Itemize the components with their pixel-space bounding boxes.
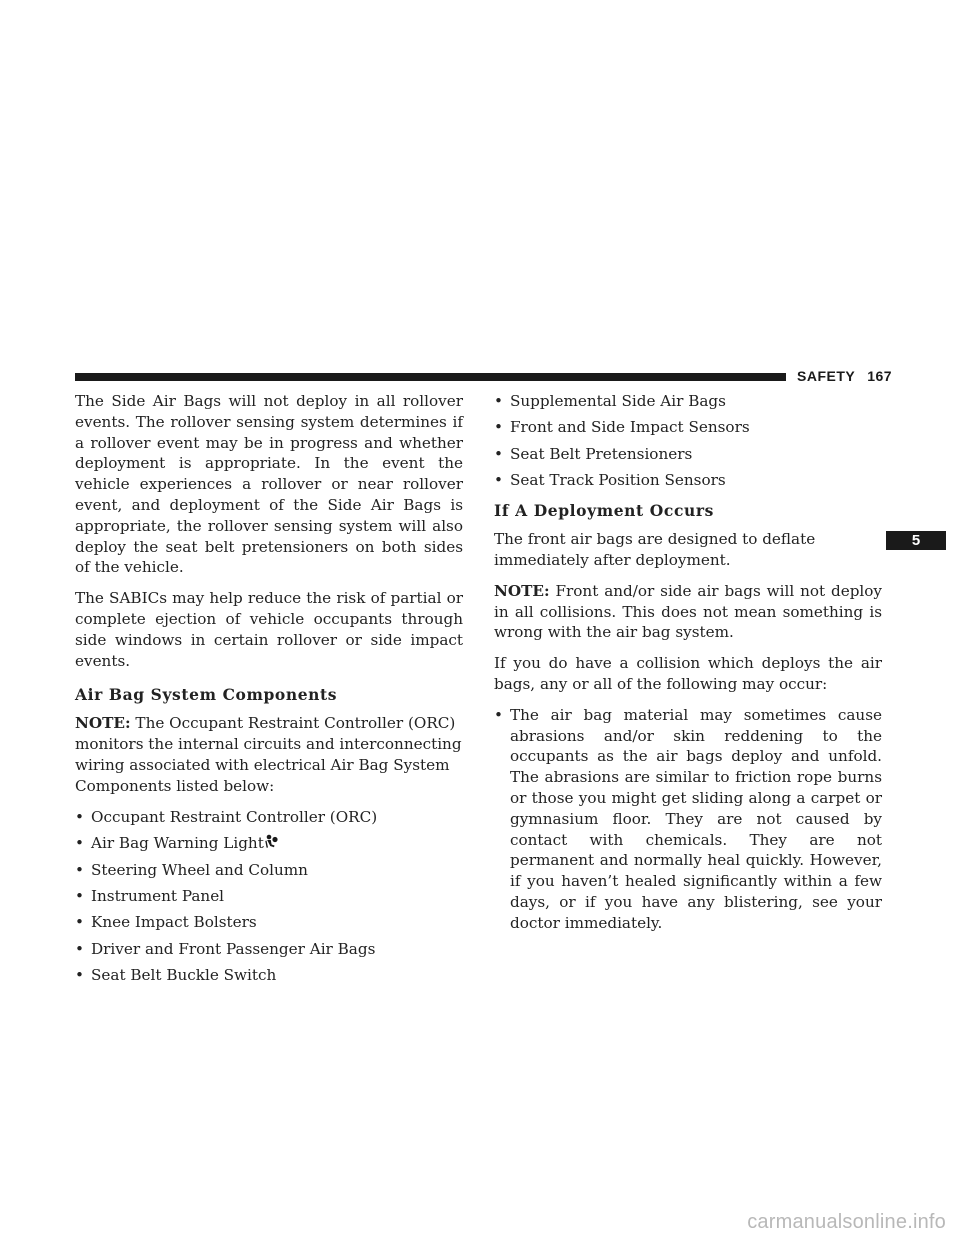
paragraph: If you do have a collision which deploys the air bags, any or all of the following may occur: <box>494 654 882 694</box>
list-item: • The air bag material may sometimes cause abrasions and/or skin reddening to the occupants as the air bags deploy and unfold. The abrasions are similar to friction rope burns or those you might get sliding along a carpet or gymnasium floor. They are not caused by contact with chemicals. They are not permanent and normally heal quickly. However, if you haven’t healed significantly within a few days, or if you have any blistering, see your doctor immediately. <box>494 705 882 932</box>
paragraph: The Side Air Bags will not deploy in all rollover events. The rollover sensing system determines if a rollover event may be in progress and whether deployment is appropriate. In the event the vehicle experiences a rollover or near rollover event, and deployment of the Side Air Bags is appropriate, the rollover sensing system will also deploy the seat belt pretensioners on both sides of the vehicle. <box>75 392 463 577</box>
bullet: • <box>494 392 503 410</box>
page-number: 167 <box>867 368 893 384</box>
components-list <box>75 807 463 987</box>
list-item: • Seat Track Position Sensors <box>494 471 726 490</box>
bullet: • <box>75 807 84 826</box>
bullet: • <box>494 444 503 463</box>
bullet: • <box>75 939 84 958</box>
list-item: • Front and Side Impact Sensors <box>494 418 750 437</box>
bullet: • <box>494 471 503 490</box>
note-paragraph <box>75 713 463 796</box>
watermark: carmanualsonline.info <box>747 1211 946 1233</box>
note-text: Front and/or side air bags will not deploy in all collisions. This does not mean something is wrong with the air bag system. <box>494 581 882 642</box>
note-paragraph <box>494 581 882 643</box>
bullet: • <box>75 834 84 853</box>
list-item: • Air Bag Warning Light <box>75 833 463 854</box>
list-item: • Supplemental Side Air Bags <box>494 392 726 410</box>
left-column <box>75 391 463 996</box>
bullet: • <box>75 860 84 879</box>
bullet: • <box>494 418 503 437</box>
bullet: • <box>494 705 503 724</box>
list-item: • Steering Wheel and Column <box>75 860 308 879</box>
list-item: • Knee Impact Bolsters <box>75 913 257 932</box>
paragraph: The SABICs may help reduce the risk of partial or complete ejection of vehicle occupants through side windows in certain rollover or side impact events. <box>75 589 463 670</box>
effects-list <box>494 705 882 934</box>
note-label: NOTE: <box>75 714 131 733</box>
section-heading: Air Bag System Components <box>75 685 338 705</box>
right-column <box>494 391 882 944</box>
bullet: • <box>75 966 84 985</box>
airbag-warning-icon <box>264 834 278 850</box>
note-text: The Occupant Restraint Controller (ORC) monitors the internal circuits and interconnecting wiring associated with electrical Air Bag System Components listed below: <box>75 714 462 795</box>
list-item: • Occupant Restraint Controller (ORC) <box>75 807 378 826</box>
bullet: • <box>75 913 84 932</box>
paragraph: The front air bags are designed to deflate immediately after deployment. <box>494 530 816 570</box>
components-list-continued <box>494 391 882 491</box>
header-rule <box>75 373 786 381</box>
page-header <box>797 366 892 386</box>
list-item: • Driver and Front Passenger Air Bags <box>75 939 376 958</box>
section-heading: If A Deployment Occurs <box>494 501 714 521</box>
section-title: SAFETY <box>797 368 856 384</box>
list-item: • Seat Belt Pretensioners <box>494 444 693 463</box>
list-item: • Seat Belt Buckle Switch <box>75 966 277 985</box>
note-label: NOTE: <box>494 581 550 600</box>
bullet: • <box>75 887 84 905</box>
list-item: • Instrument Panel <box>75 887 225 905</box>
chapter-tab: 5 <box>886 531 946 550</box>
